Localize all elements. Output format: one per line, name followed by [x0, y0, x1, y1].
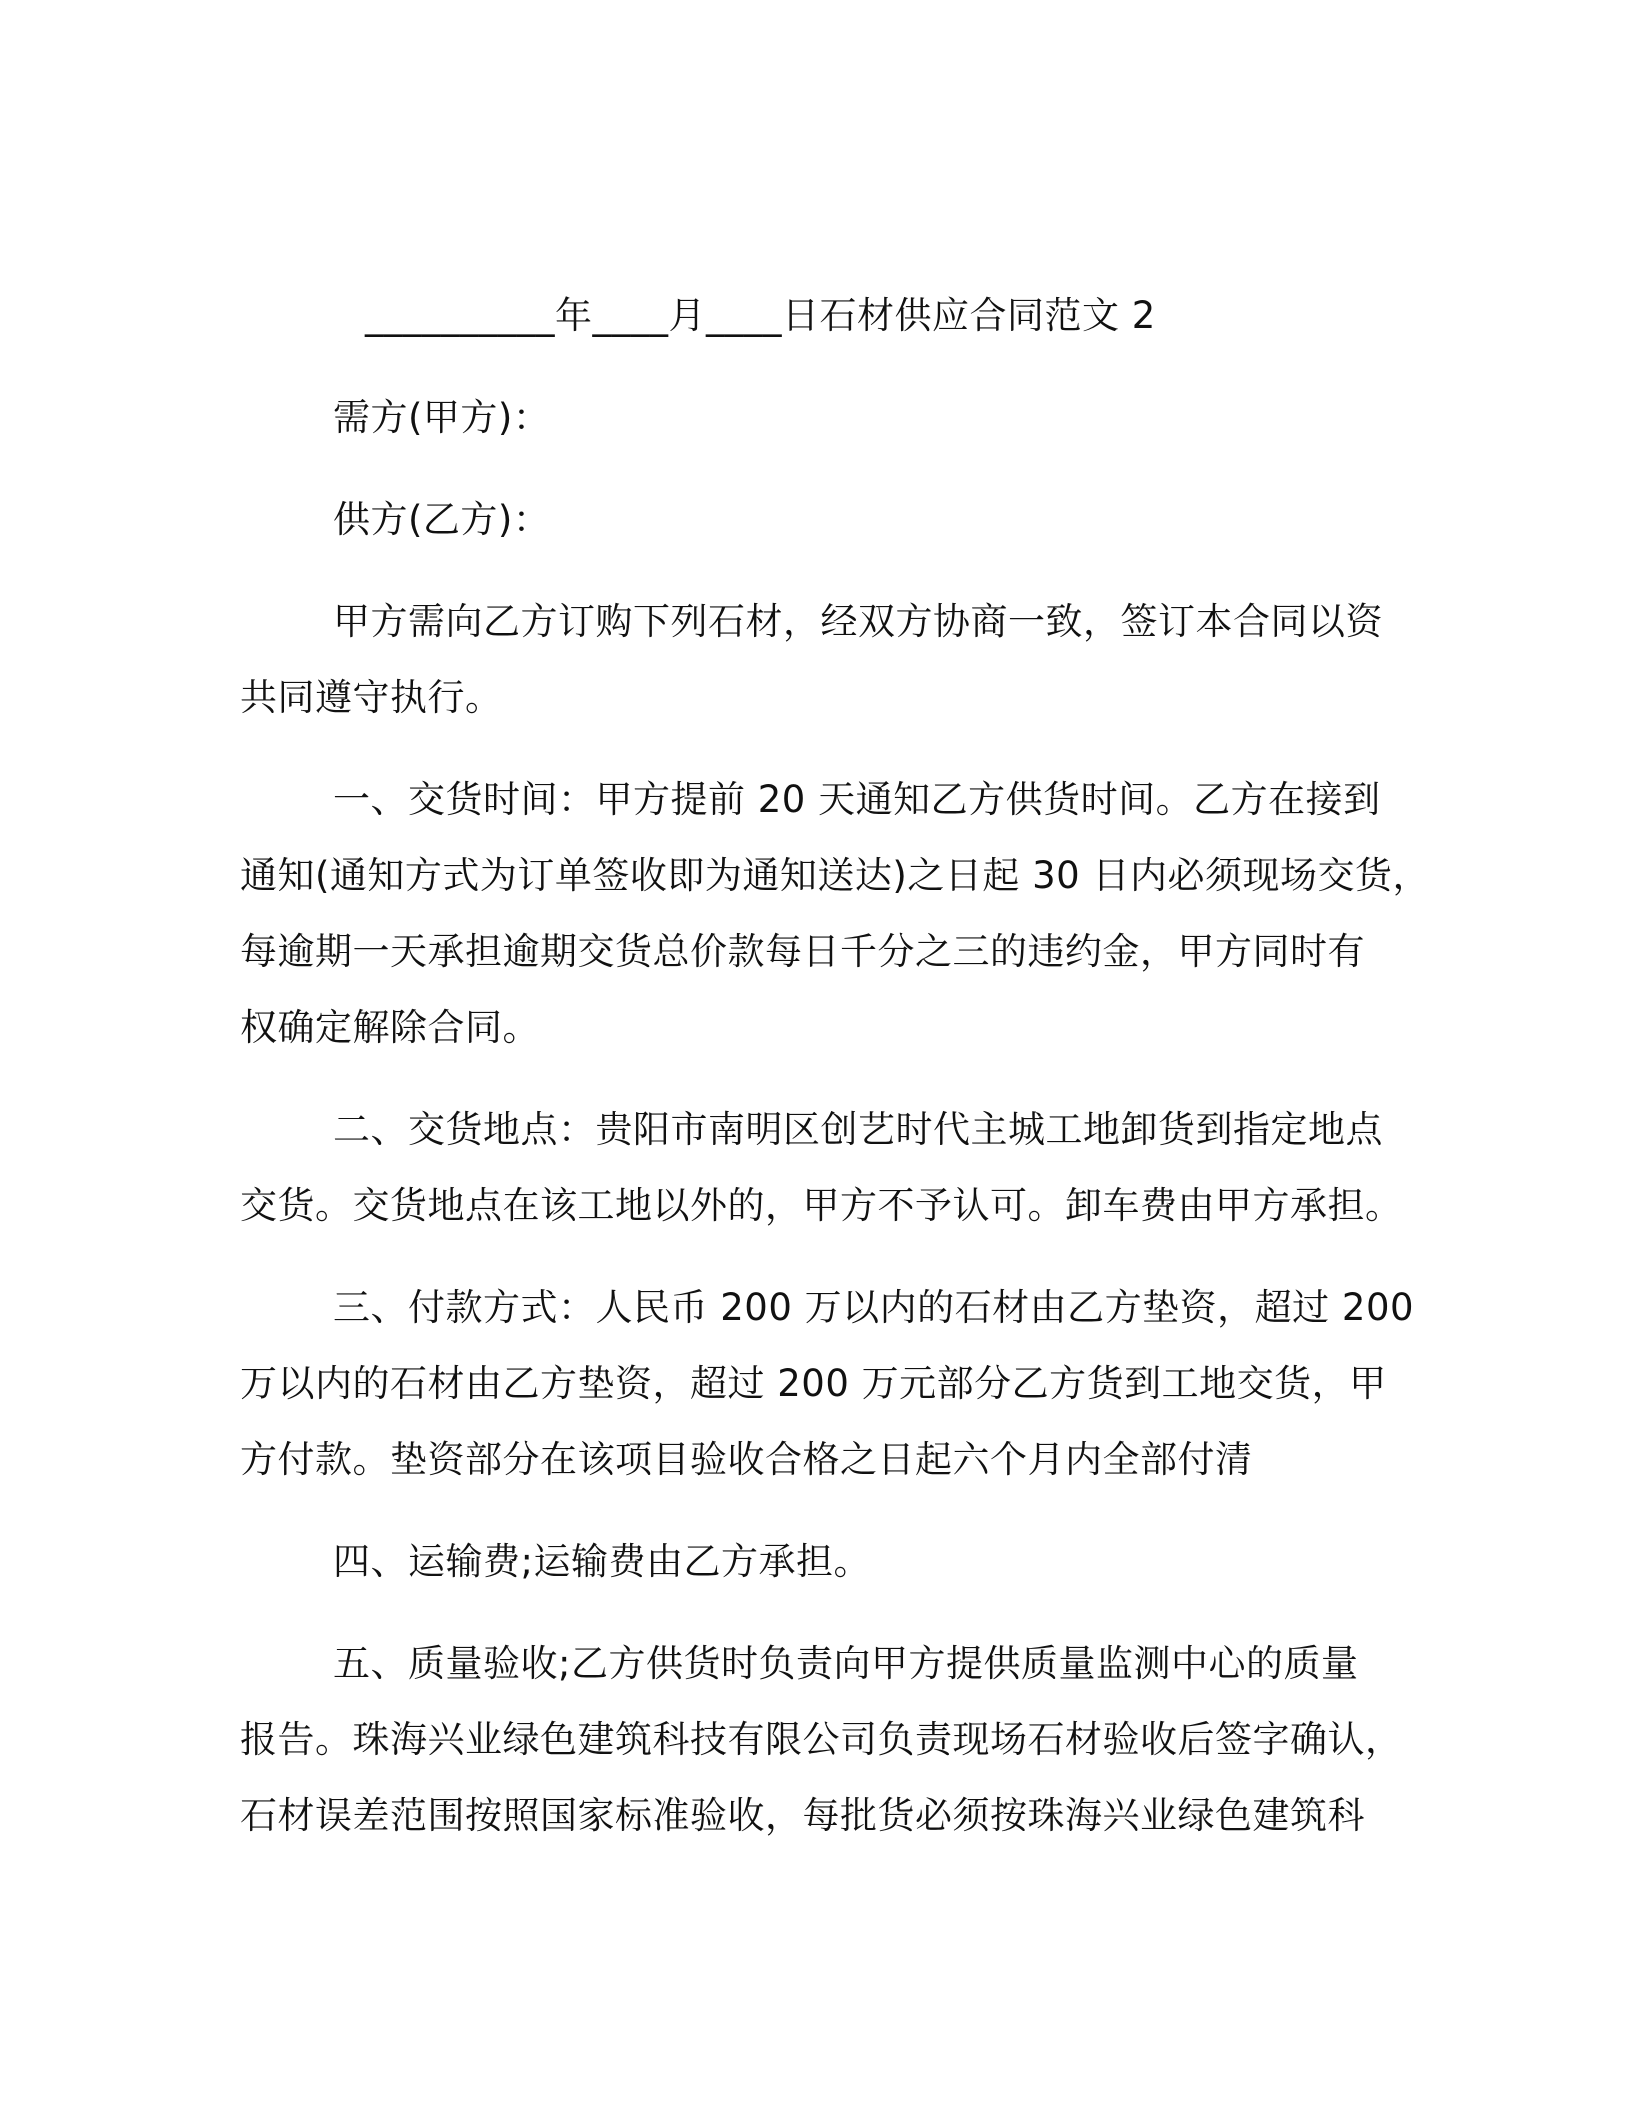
party-a-line: 需方(甲方)： — [333, 396, 551, 439]
clause2-line-2: 交货。交货地点在该工地以外的，甲方不予认可。卸车费由甲方承担。 — [240, 1184, 1403, 1227]
clause1-line-4: 权确定解除合同。 — [240, 1006, 540, 1049]
clause1-line-3: 每逾期一天承担逾期交货总价款每日千分之三的违约金，甲方同时有 — [240, 930, 1365, 973]
clause5-line-1: 五、质量验收;乙方供货时负责向甲方提供质量监测中心的质量 — [333, 1642, 1359, 1685]
clause3-line-2: 万以内的石材由乙方垫资，超过 200 万元部分乙方货到工地交货，甲 — [240, 1362, 1387, 1405]
clause2-line-1: 二、交货地点：贵阳市南明区创艺时代主城工地卸货到指定地点 — [333, 1108, 1383, 1151]
clause1-line-2: 通知(通知方式为订单签收即为通知送达)之日起 30 日内必须现场交货， — [240, 854, 1430, 897]
intro-line-1: 甲方需向乙方订购下列石材，经双方协商一致，签订本合同以资 — [333, 600, 1383, 643]
clause4-line-1: 四、运输费;运输费由乙方承担。 — [333, 1540, 871, 1583]
clause1-line-1: 一、交货时间：甲方提前 20 天通知乙方供货时间。乙方在接到 — [333, 778, 1381, 821]
clause5-line-3: 石材误差范围按照国家标准验收，每批货必须按珠海兴业绿色建筑科 — [240, 1794, 1365, 1837]
intro-line-2: 共同遵守执行。 — [240, 676, 503, 719]
clause3-line-1: 三、付款方式：人民币 200 万以内的石材由乙方垫资，超过 200 — [333, 1286, 1415, 1329]
clause5-line-2: 报告。珠海兴业绿色建筑科技有限公司负责现场石材验收后签字确认， — [240, 1718, 1403, 1761]
party-b-line: 供方(乙方)： — [333, 498, 551, 541]
clause3-line-3: 方付款。垫资部分在该项目验收合格之日起六个月内全部付清 — [240, 1438, 1253, 1481]
document-title: __________年____月____日石材供应合同范文 2 — [365, 294, 1156, 337]
